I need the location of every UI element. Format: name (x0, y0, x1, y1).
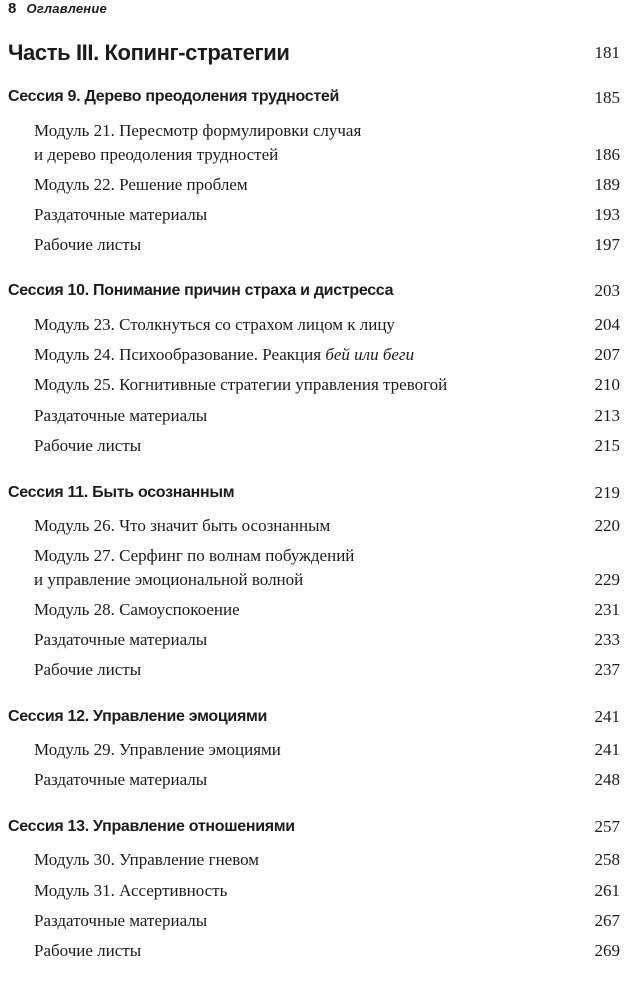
toc-entry: Модуль 26. Что значит быть осознанным (34, 516, 331, 535)
entry-page-number: 231 (594, 600, 620, 619)
toc-entry: Раздаточные материалы (34, 911, 208, 930)
session-9-page: 185 (594, 88, 620, 107)
entry-page-number: 215 (594, 436, 620, 455)
entry-page-number: 193 (594, 205, 620, 224)
entry-page-number: 237 (594, 660, 620, 679)
session-10-page: 203 (594, 281, 620, 300)
session-11-title: Сессия 11. Быть осознанным (8, 484, 235, 501)
session-13-title: Сессия 13. Управление отношениями (8, 818, 295, 835)
toc-entry: Рабочие листы (34, 436, 142, 455)
part-title: Часть III. Копинг-стратегии (8, 40, 290, 65)
entry-line: и дерево преодоления трудностей (34, 145, 279, 164)
toc-entry: Модуль 28. Самоуспокоение (34, 600, 240, 619)
entry-line: Модуль 24. Психообразование. Реакция (34, 345, 322, 364)
toc-entry: Раздаточные материалы (34, 406, 208, 425)
entry-page-number: 220 (594, 516, 620, 535)
entry-page-number: 213 (594, 406, 620, 425)
toc-entry (34, 544, 514, 592)
toc-entry: Модуль 25. Когнитивные стратегии управления тревогой (34, 375, 448, 394)
entry-page-number: 248 (594, 770, 620, 789)
entry-page-number: 197 (594, 235, 620, 254)
session-9-title: Сессия 9. Дерево преодоления трудностей (8, 88, 340, 105)
entry-page-number: 267 (594, 911, 620, 930)
running-head (8, 0, 107, 17)
session-13-page: 257 (594, 817, 620, 836)
entry-line: Модуль 27. Серфинг по волнам побуждений (34, 546, 355, 565)
toc-entry: Рабочие листы (34, 660, 142, 679)
running-head-title: Оглавление (26, 1, 107, 16)
entry-line: и управление эмоциональной волной (34, 570, 304, 589)
toc-entry: Раздаточные материалы (34, 630, 208, 649)
session-11-page: 219 (594, 483, 620, 502)
page-number: 8 (8, 0, 17, 17)
toc-entry: Модуль 23. Столкнуться со страхом лицом к лицу (34, 315, 395, 334)
toc-entry: Модуль 31. Ассертивность (34, 881, 228, 900)
entry-page-number: 186 (594, 145, 620, 164)
session-12-title: Сессия 12. Управление эмоциями (8, 708, 268, 725)
toc-entry: Раздаточные материалы (34, 205, 208, 224)
entry-italic: бей или беги (325, 345, 415, 364)
entry-page-number: 261 (594, 881, 620, 900)
toc-entry: Модуль 30. Управление гневом (34, 850, 260, 869)
entry-page-number: 233 (594, 630, 620, 649)
toc-entry (34, 119, 514, 167)
toc-entry: Модуль 22. Решение проблем (34, 175, 248, 194)
entry-page-number: 189 (594, 175, 620, 194)
toc-entry: Рабочие листы (34, 941, 142, 960)
entry-page-number: 269 (594, 941, 620, 960)
entry-page-number: 258 (594, 850, 620, 869)
toc-entry (34, 343, 514, 367)
entry-page-number: 229 (594, 570, 620, 589)
entry-page-number: 241 (594, 740, 620, 759)
toc-entry: Раздаточные материалы (34, 770, 208, 789)
toc-entry: Модуль 29. Управление эмоциями (34, 740, 281, 759)
session-10-title: Сессия 10. Понимание причин страха и дистресса (8, 282, 394, 299)
entry-page-number: 210 (594, 375, 620, 394)
entry-page-number: 204 (594, 315, 620, 334)
part-page-number: 181 (594, 43, 620, 62)
session-12-page: 241 (594, 707, 620, 726)
entry-line: Модуль 21. Пересмотр формулировки случая (34, 121, 362, 140)
toc-entry: Рабочие листы (34, 235, 142, 254)
entry-page-number: 207 (594, 345, 620, 364)
